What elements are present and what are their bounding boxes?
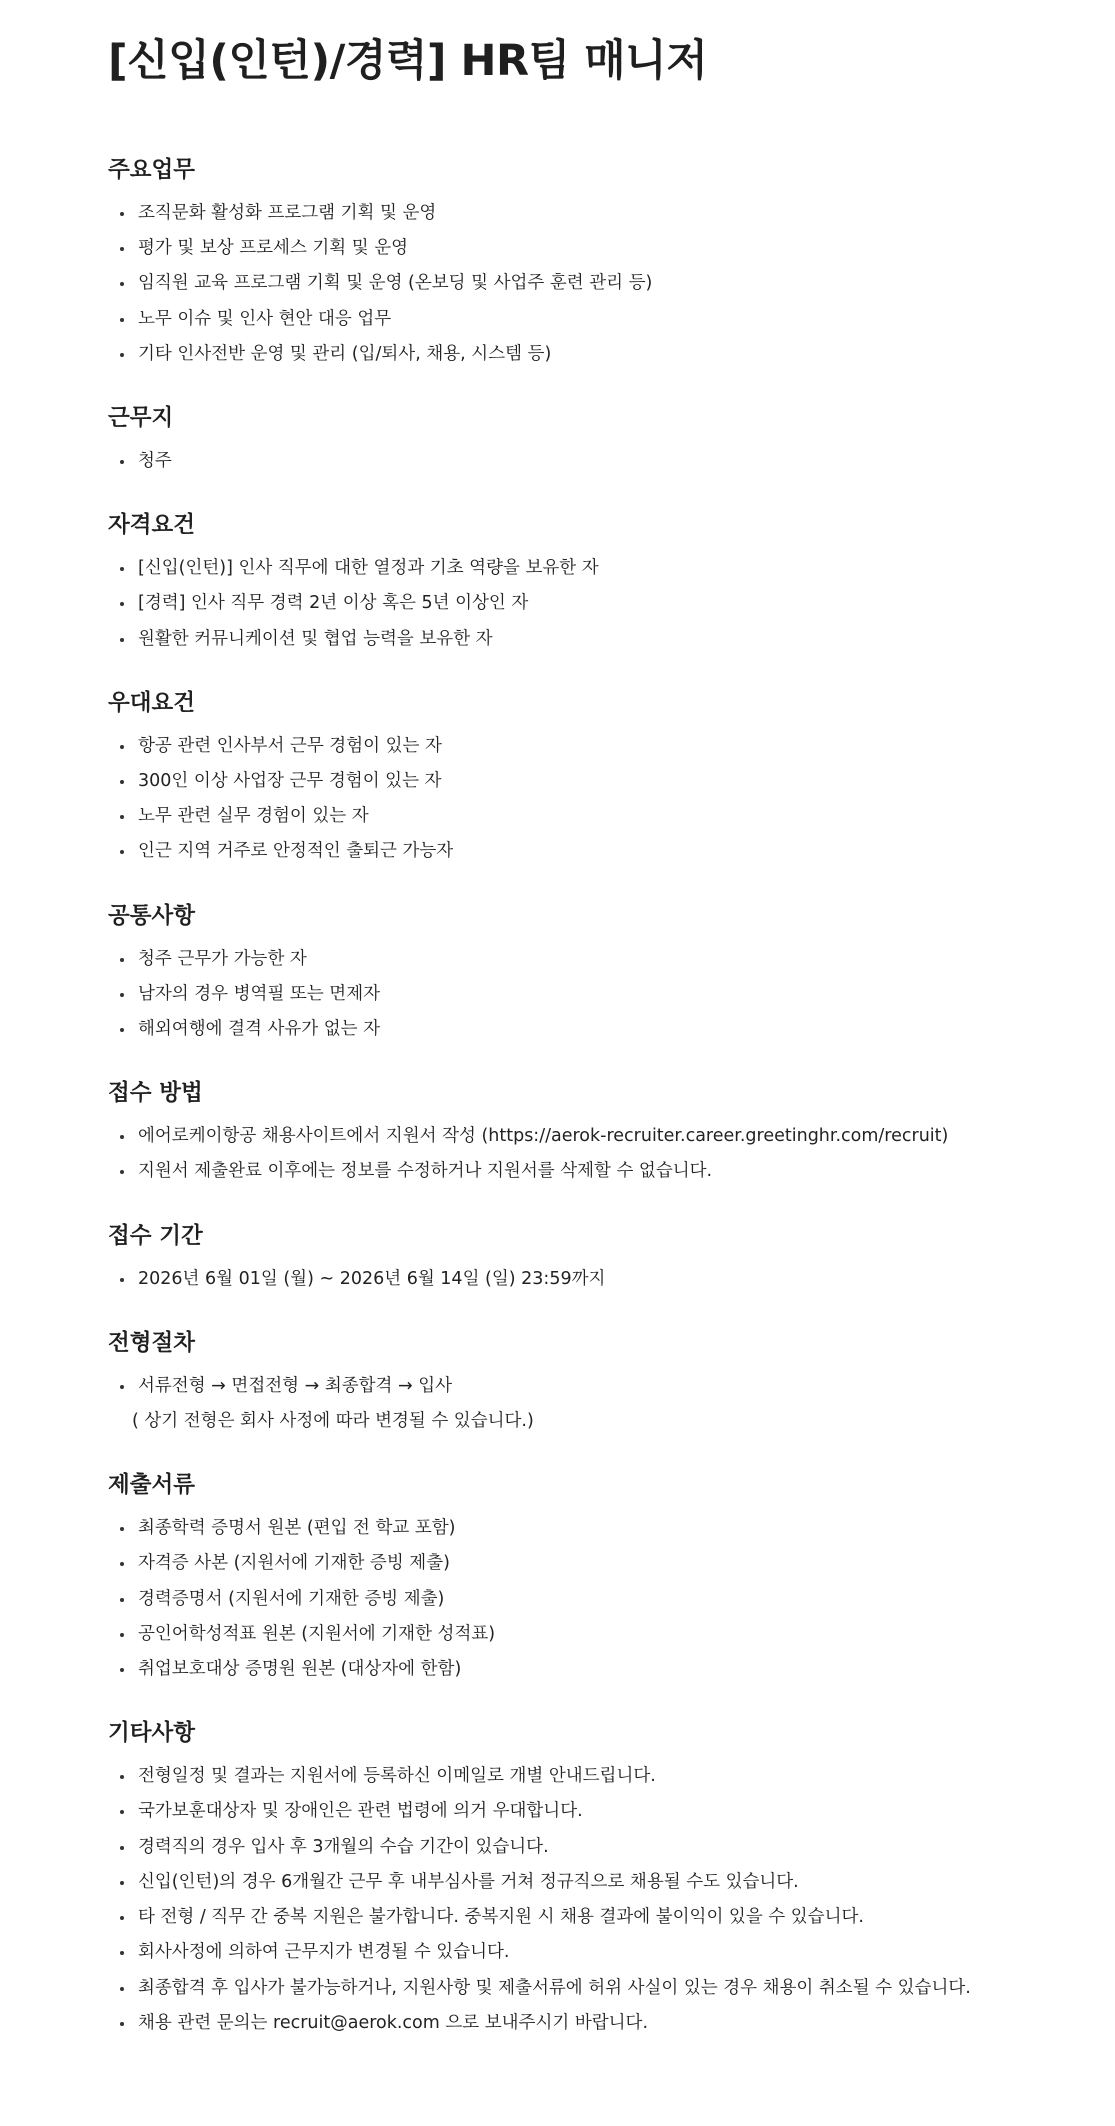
posting-section — [108, 1218, 1075, 1297]
section-title: 우대요건 — [108, 689, 195, 716]
list-item: 평가 및 보상 프로세스 기획 및 운영 — [120, 231, 1075, 266]
list-item: 공인어학성적표 원본 (지원서에 기재한 성적표) — [120, 1617, 1075, 1652]
list-item: 취업보호대상 증명원 원본 (대상자에 한함) — [120, 1652, 1075, 1687]
list-item: 청주 근무가 가능한 자 — [120, 942, 1075, 977]
page-title: [신입(인턴)/경력] HR팀 매니저 — [108, 36, 708, 86]
section-title: 주요업무 — [108, 157, 195, 183]
list-item: 서류전형 → 면접전형 → 최종합격 → 입사 — [120, 1369, 1075, 1404]
section-list — [108, 1511, 1075, 1687]
section-title: 접수 기간 — [108, 1222, 203, 1249]
posting-section — [108, 152, 1075, 372]
list-item: 자격증 사본 (지원서에 기재한 증빙 제출) — [120, 1546, 1075, 1581]
list-item: 에어로케이항공 채용사이트에서 지원서 작성 (https://aerok-recruiter.career.greetinghr.com/recruit) — [120, 1119, 1075, 1154]
section-list — [108, 729, 1075, 870]
section-title: 제출서류 — [108, 1472, 195, 1499]
list-item: 인근 지역 거주로 안정적인 출퇴근 가능자 — [120, 834, 1075, 869]
list-item: 기타 인사전반 운영 및 관리 (입/퇴사, 채용, 시스템 등) — [120, 337, 1075, 372]
posting-section — [108, 898, 1075, 1048]
list-item: 채용 관련 문의는 recruit@aerok.com 으로 보내주시기 바랍니다. — [120, 2006, 1075, 2041]
list-item: 신입(인턴)의 경우 6개월간 근무 후 내부심사를 거쳐 정규직으로 채용될 수도 있습니다. — [120, 1865, 1075, 1900]
section-title: 접수 방법 — [108, 1080, 203, 1107]
list-item: 최종합격 후 입사가 불가능하거나, 지원사항 및 제출서류에 허위 사실이 있는 경우 채용이 취소될 수 있습니다. — [120, 1971, 1075, 2006]
section-list — [108, 1262, 1075, 1297]
list-item: 경력직의 경우 입사 후 3개월의 수습 기간이 있습니다. — [120, 1830, 1075, 1865]
list-item: 경력증명서 (지원서에 기재한 증빙 제출) — [120, 1582, 1075, 1617]
list-item: 2026년 6월 01일 (월) ~ 2026년 6월 14일 (일) 23:59까지 — [120, 1262, 1075, 1297]
section-note: ( 상기 전형은 회사 사정에 따라 변경될 수 있습니다.) — [132, 1411, 534, 1432]
posting-section — [108, 1467, 1075, 1687]
posting-section — [108, 1715, 1075, 2041]
list-item: 원활한 커뮤니케이션 및 협업 능력을 보유한 자 — [120, 622, 1075, 657]
list-item: 남자의 경우 병역필 또는 면제자 — [120, 977, 1075, 1012]
posting-section — [108, 1325, 1075, 1439]
section-list — [108, 1369, 1075, 1404]
section-title: 공통사항 — [108, 902, 195, 929]
section-list — [108, 1759, 1075, 2041]
list-item: 최종학력 증명서 원본 (편입 전 학교 포함) — [120, 1511, 1075, 1546]
section-title: 근무지 — [108, 405, 174, 432]
list-item: 청주 — [120, 444, 1075, 479]
list-item: 지원서 제출완료 이후에는 정보를 수정하거나 지원서를 삭제할 수 없습니다. — [120, 1154, 1075, 1189]
section-list — [108, 942, 1075, 1048]
list-item: 300인 이상 사업장 근무 경험이 있는 자 — [120, 764, 1075, 799]
list-item: [경력] 인사 직무 경력 2년 이상 혹은 5년 이상인 자 — [120, 586, 1075, 621]
posting-section — [108, 507, 1075, 657]
list-item: 항공 관련 인사부서 근무 경험이 있는 자 — [120, 729, 1075, 764]
posting-section — [108, 400, 1075, 479]
list-item: 타 전형 / 직무 간 중복 지원은 불가합니다. 중복지원 시 채용 결과에 불이익이 있을 수 있습니다. — [120, 1900, 1075, 1935]
posting-section — [108, 685, 1075, 870]
section-title: 자격요건 — [108, 512, 195, 539]
list-item: 임직원 교육 프로그램 기획 및 운영 (온보딩 및 사업주 훈련 관리 등) — [120, 266, 1075, 301]
list-item: 노무 관련 실무 경험이 있는 자 — [120, 799, 1075, 834]
section-list — [108, 551, 1075, 657]
list-item: 국가보훈대상자 및 장애인은 관련 법령에 의거 우대합니다. — [120, 1794, 1075, 1829]
list-item: 노무 이슈 및 인사 현안 대응 업무 — [120, 302, 1075, 337]
section-list — [108, 444, 1075, 479]
list-item: 조직문화 활성화 프로그램 기획 및 운영 — [120, 196, 1075, 231]
posting-section — [108, 1075, 1075, 1189]
posting-sections — [108, 152, 1075, 2041]
list-item: 회사사정에 의하여 근무지가 변경될 수 있습니다. — [120, 1935, 1075, 1970]
section-title: 전형절차 — [108, 1329, 195, 1356]
section-list — [108, 1119, 1075, 1189]
list-item: 해외여행에 결격 사유가 없는 자 — [120, 1012, 1075, 1047]
section-list — [108, 196, 1075, 372]
list-item: [신입(인턴)] 인사 직무에 대한 열정과 기초 역량을 보유한 자 — [120, 551, 1075, 586]
list-item: 전형일정 및 결과는 지원서에 등록하신 이메일로 개별 안내드립니다. — [120, 1759, 1075, 1794]
section-title: 기타사항 — [108, 1720, 195, 1747]
